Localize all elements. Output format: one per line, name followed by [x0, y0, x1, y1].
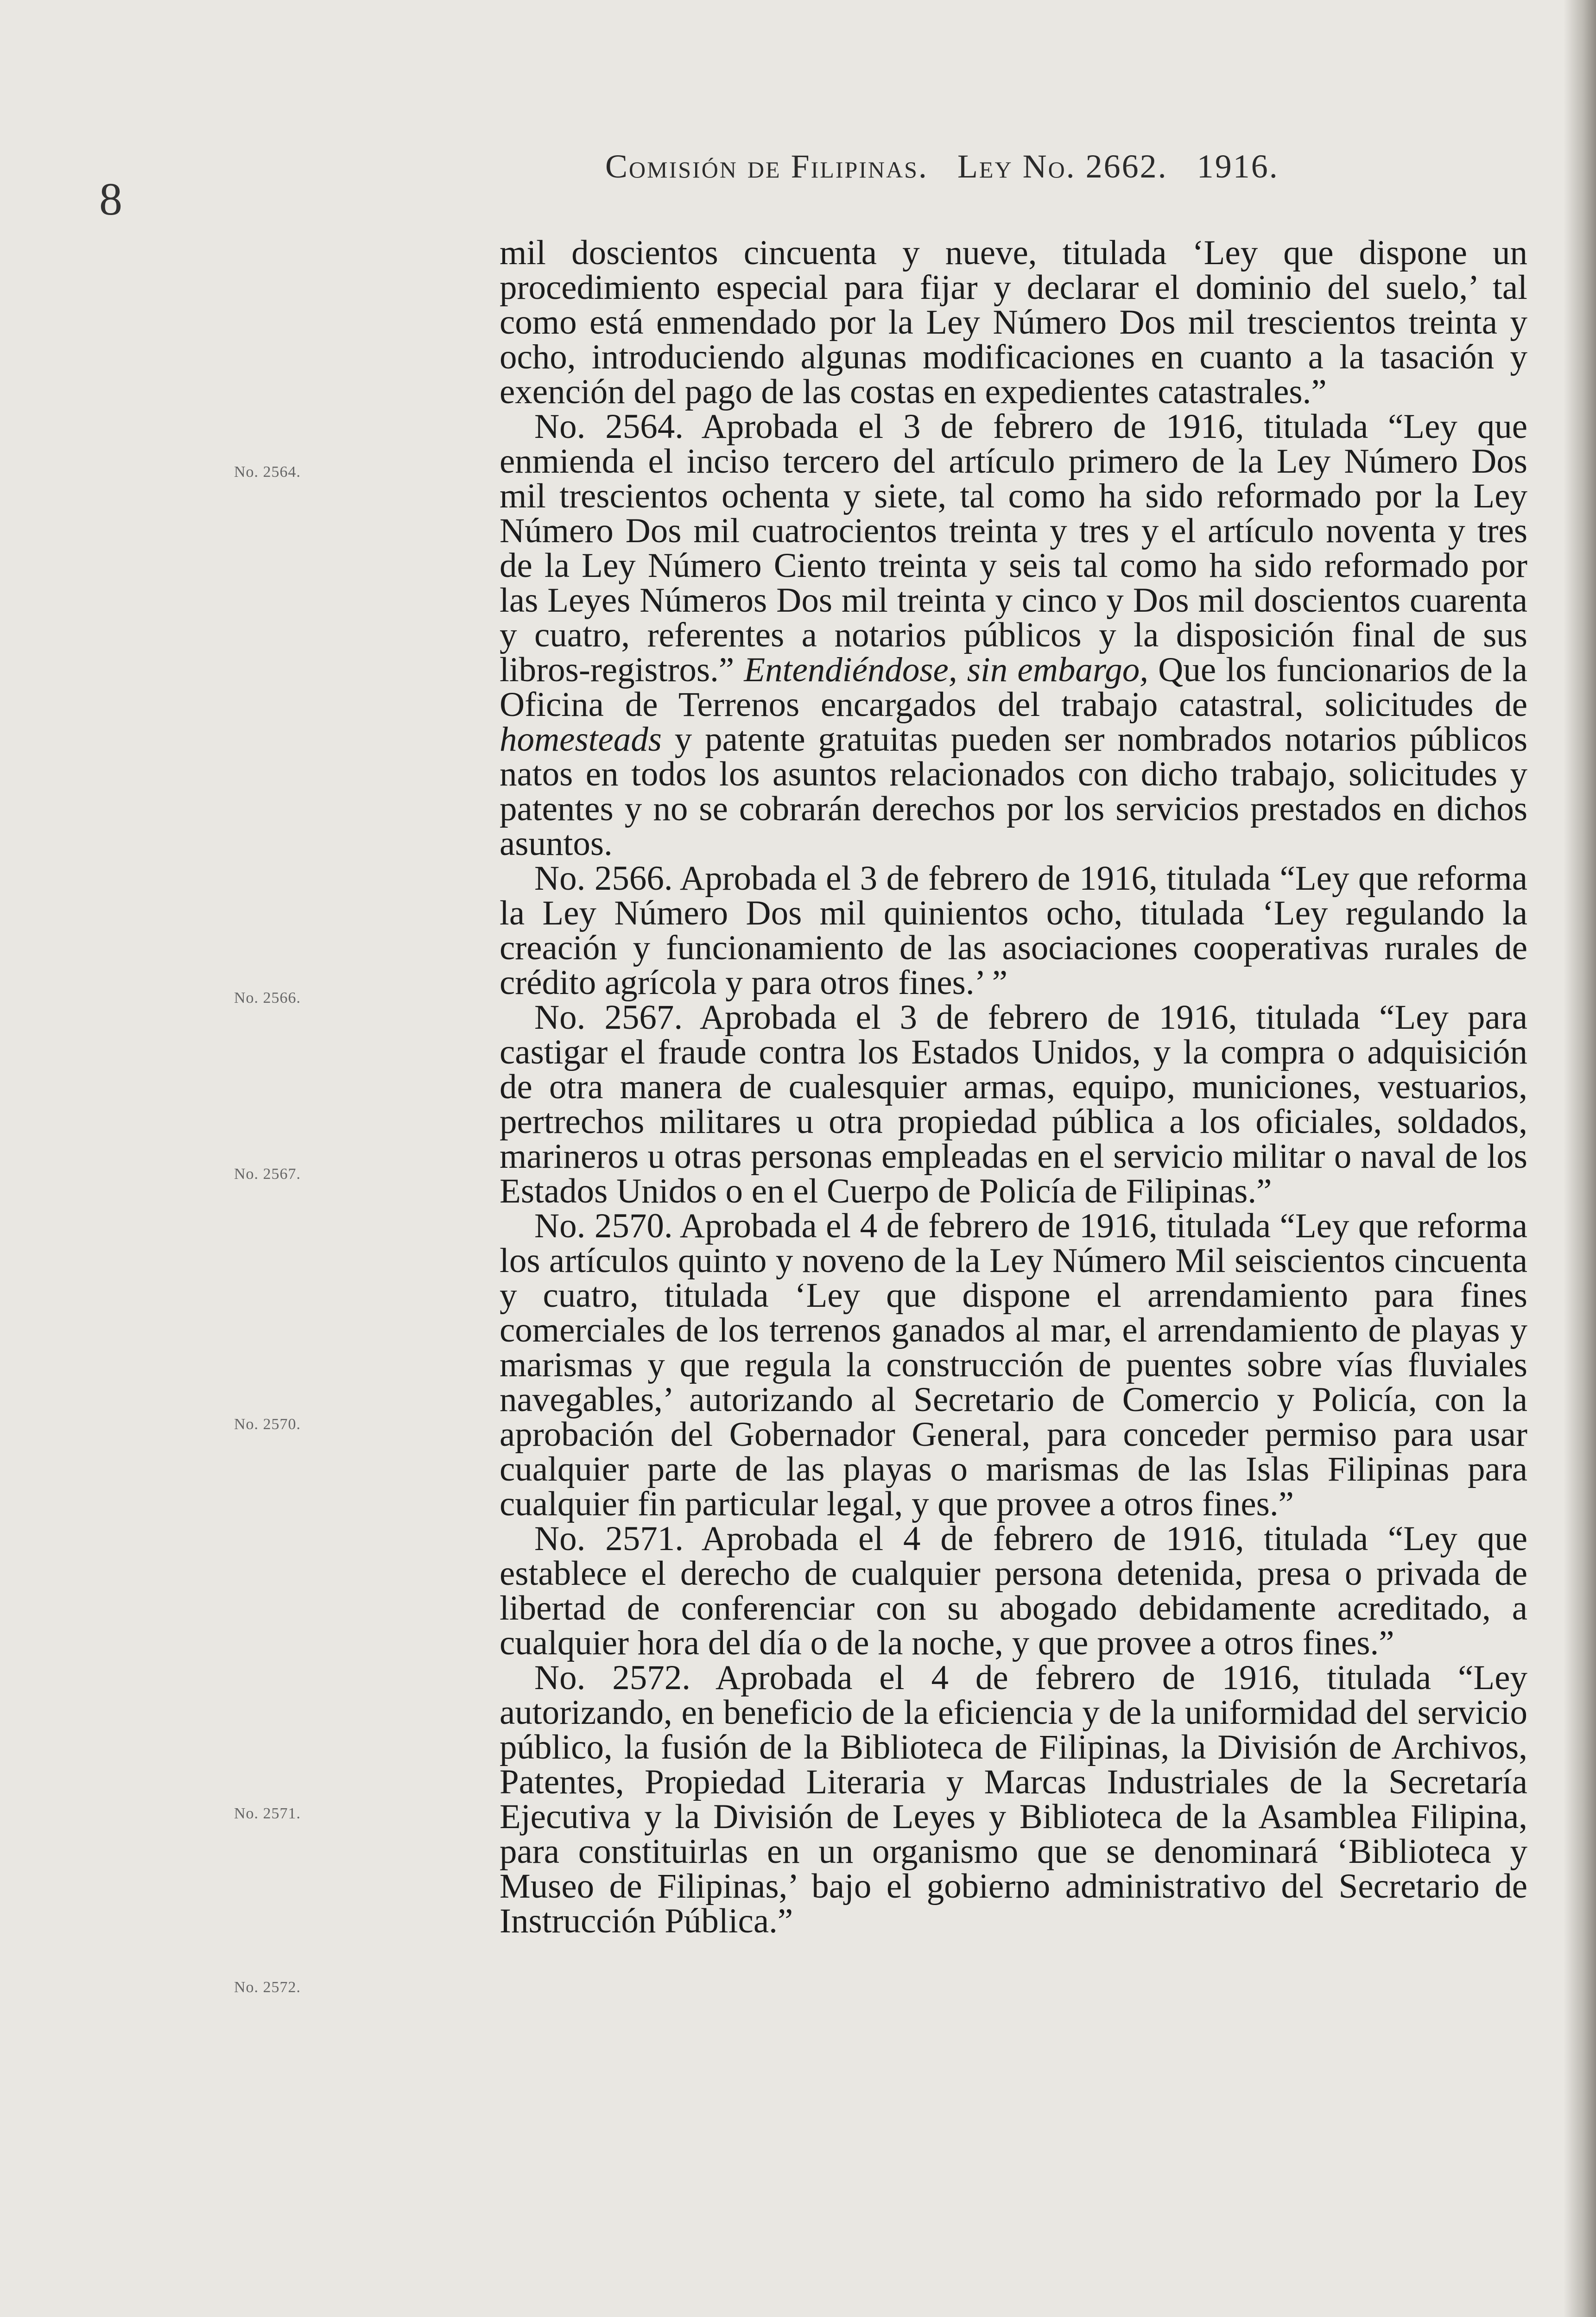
paragraph-law-2564 — [500, 409, 1527, 861]
paragraph-text: No. 2570. Aprobada el 4 de febrero de 1916, titulada “Ley que reforma los artículos quinto y noveno de la Ley Número Mil seiscientos cincuenta y cuatro, titulada ‘Ley que dispone el arrendamiento para fines comerciales de los terrenos ganados al mar, el arrendamiento de playas y marismas y que regula la construcción de puentes sobre vías fluviales navegables,’ autorizando al Secretario de Comercio y Policía, con la aprobación del Gobernador General, para conceder permiso para usar cualquier parte de las playas o marismas de las Islas Filipinas para cualquier fin particular legal, y que provee a otros fines.” — [500, 1207, 1527, 1523]
paragraph-text: No. 2572. Aprobada el 4 de febrero de 1916, titulada “Ley autorizando, en beneficio de la eficiencia y de la uniformidad del servicio público, la fusión de la Biblioteca de Filipinas, la División de Archivos, Patentes, Propiedad Literaria y Marcas Industriales de la Secretaría Ejecutiva y la División de Leyes y Biblioteca de la Asamblea Filipina, para constituirlas en un organismo que se denominará ‘Biblioteca y Museo de Filipinas,’ bajo el gobierno administrativo del Secretario de Instrucción Pública.” — [500, 1659, 1527, 1940]
paragraph-text: y patente gratuitas pueden ser nombrados notarios públicos natos en todos los asuntos relacionados con dicho trabajo, solicitudes y patentes y no se cobrarán derechos por los servicios prestados en dichos asuntos. — [500, 720, 1528, 863]
margin-note: No. 2571. — [234, 1805, 301, 1822]
paragraph-law-2566 — [500, 861, 1527, 1000]
paragraph-italic: homesteads — [500, 720, 662, 759]
margin-note: No. 2564. — [234, 463, 301, 481]
paragraph-law-2567 — [500, 1000, 1527, 1209]
paragraph-law-2571 — [500, 1521, 1527, 1660]
paragraph-text: Que los funcionarios de la Oficina de Terrenos encargados del trabajo catastral, solicitudes de — [500, 651, 1528, 724]
paragraph-law-2572 — [500, 1660, 1527, 1938]
paragraph-text: mil doscientos cincuenta y nueve, titulada ‘Ley que dispone un procedimiento especial para fijar y declarar el dominio del suelo,’ tal como está enmendado por la Ley Número Dos mil trescientos treinta y ocho, introduciendo algunas modificaciones en cuanto a la tasación y exención del pago de las costas en expedientes catastrales.” — [500, 234, 1527, 411]
body-text — [500, 235, 1527, 1938]
running-head — [605, 147, 1279, 186]
paragraph-text: No. 2566. Aprobada el 3 de febrero de 1916, titulada “Ley que reforma la Ley Número Dos mil quinientos ocho, titulada ‘Ley regulando la creación y funcionamiento de las asociaciones cooperativas rurales de crédito agrícola y para otros fines.’ ” — [500, 859, 1527, 1002]
margin-note: No. 2570. — [234, 1416, 301, 1433]
margin-note: No. 2567. — [234, 1165, 301, 1183]
paragraph-text: No. 2567. Aprobada el 3 de febrero de 1916, titulada “Ley para castigar el fraude contra los Estados Unidos, y la compra o adquisición de otra manera de cualesquier armas, equipo, municiones, vestuarios, pertrechos militares u otra propiedad pública a los oficiales, soldados, marineros u otras personas empleadas en el servicio militar o naval de los Estados Unidos o en el Cuerpo de Policía de Filipinas.” — [500, 998, 1527, 1210]
page-number: 8 — [99, 173, 122, 225]
margin-note: No. 2572. — [234, 1979, 301, 1996]
paragraph-text: No. 2571. Aprobada el 4 de febrero de 1916, titulada “Ley que establece el derecho de cualquier persona detenida, presa o privada de libertad de conferenciar con su abogado debidamente acreditado, a cualquier hora del día o de la noche, y que provee a otros fines.” — [500, 1519, 1527, 1662]
paragraph-continuation — [500, 235, 1527, 409]
paragraph-italic: Entendiéndose, sin embargo, — [744, 651, 1149, 689]
margin-note: No. 2566. — [234, 989, 301, 1007]
page-edge-shadow — [1564, 0, 1596, 2317]
paragraph-law-2570 — [500, 1209, 1527, 1521]
paragraph-text: No. 2564. Aprobada el 3 de febrero de 1916, titulada “Ley que enmienda el inciso tercero del artículo primero de la Ley Número Dos mil trescientos ochenta y siete, tal como ha sido reformado por la Ley Número Dos mil cuatrocientos treinta y tres y el artículo noventa y tres de la Ley Número Ciento treinta y seis tal como ha sido reformado por las Leyes Números Dos mil treinta y cinco y Dos mil doscientos cuarenta y cuatro, referentes a notarios públicos y la disposición final de sus libros-registros.” — [500, 407, 1527, 689]
running-head-year: 1916. — [1197, 148, 1279, 185]
running-head-law: Ley No. 2662. — [957, 148, 1168, 185]
running-head-commission: Comisión de Filipinas. — [605, 148, 928, 185]
